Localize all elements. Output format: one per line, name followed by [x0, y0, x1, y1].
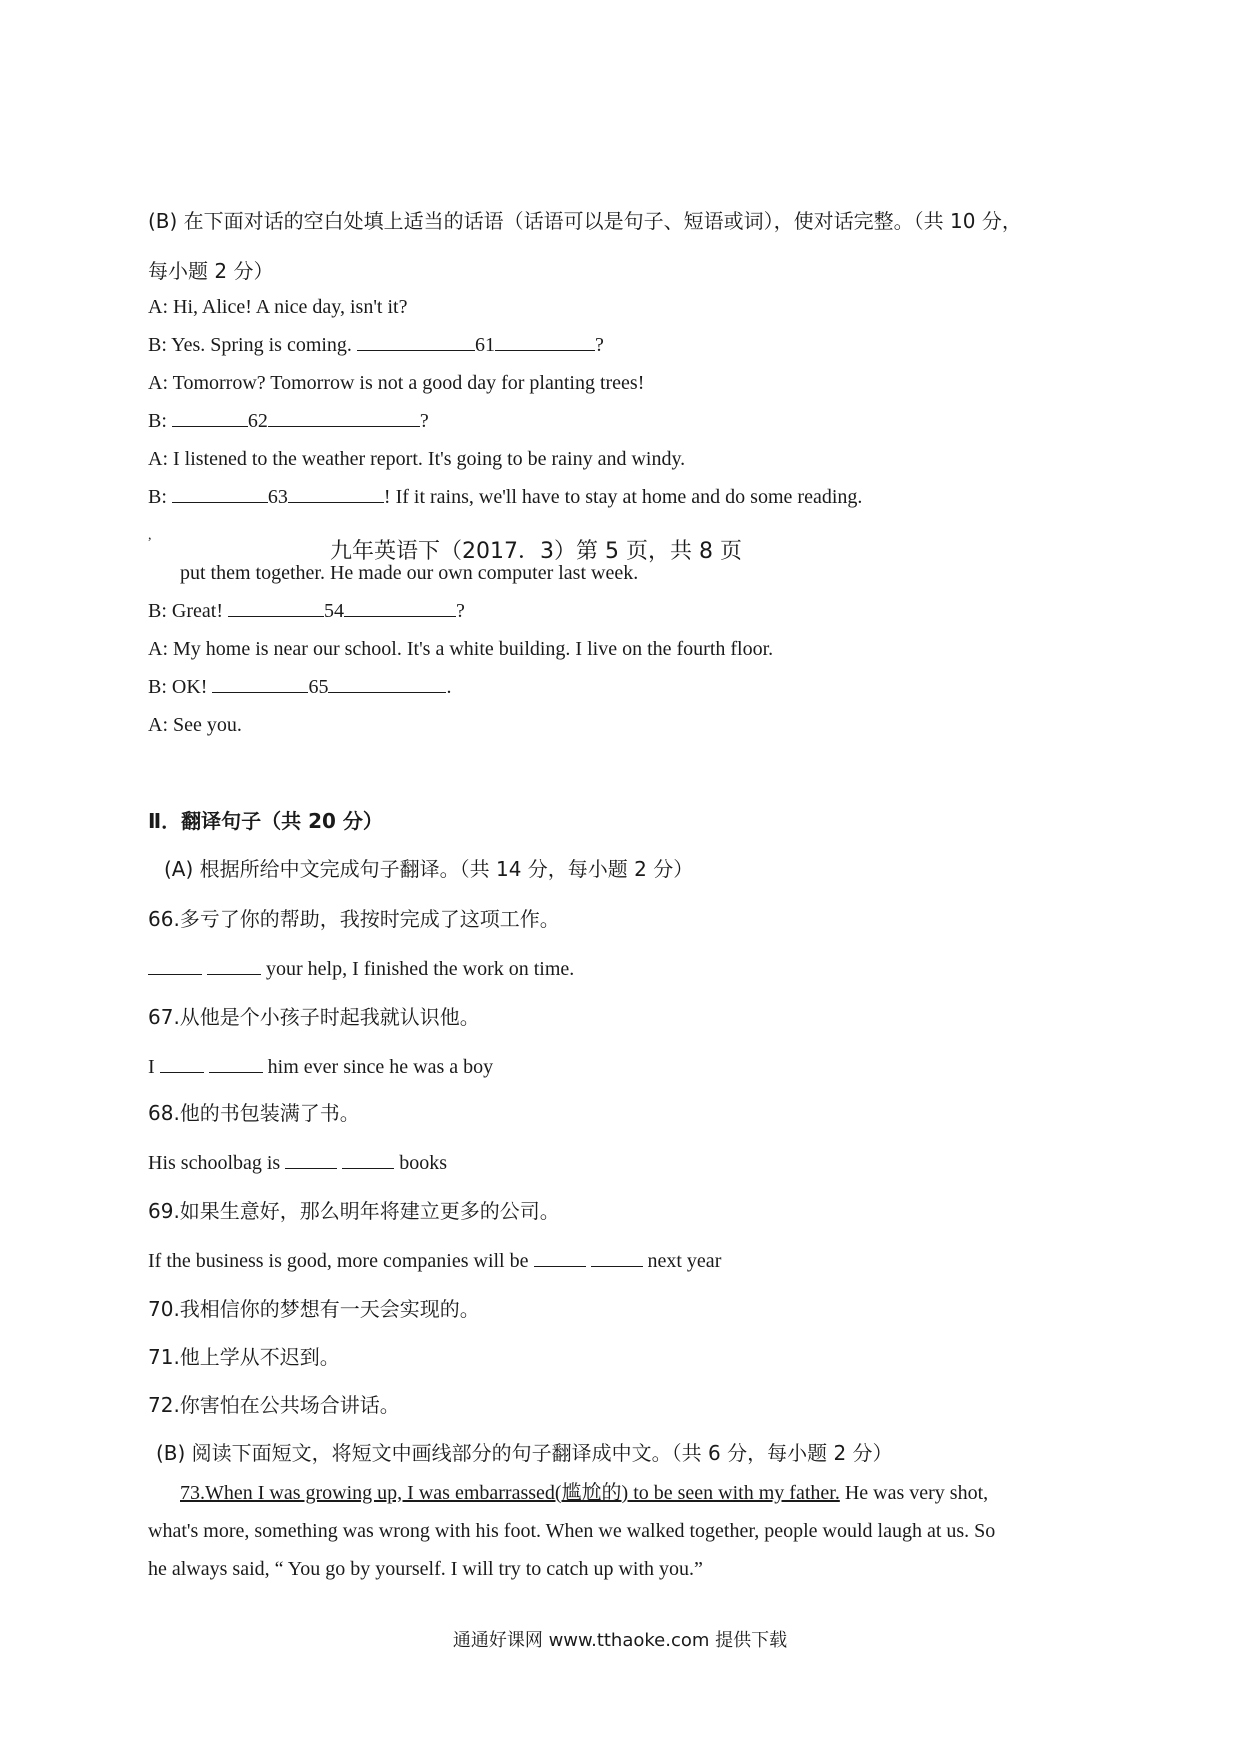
dialogue-text: ?: [419, 410, 429, 432]
passage-text: He was very shot,: [839, 1482, 989, 1504]
answer-blank[interactable]: [357, 332, 475, 351]
question-67-cn: 67.从他是个小孩子时起我就认识他。: [148, 1005, 480, 1029]
question-70-cn: 70.我相信你的梦想有一天会实现的。: [148, 1297, 480, 1321]
question-67-en: [148, 1054, 493, 1080]
sentence-text: I: [148, 1056, 160, 1078]
dialogue-text: OK!: [166, 676, 213, 698]
footer-source: 通通好课网 www.tthaoke.com 提供下载: [452, 1630, 788, 1651]
sentence-text: your help, I finished the work on time.: [261, 958, 575, 980]
question-number: 65: [308, 676, 329, 698]
answer-blank[interactable]: [172, 408, 248, 427]
dialogue-text: .: [446, 676, 452, 698]
dialogue-text: ?: [594, 334, 604, 356]
answer-blank[interactable]: [268, 408, 420, 427]
dialogue-text: put them together. He made our own computer last week.: [180, 562, 639, 584]
dialogue-line: [148, 484, 862, 510]
dialogue-line: [148, 598, 465, 624]
dialogue-line: [148, 674, 451, 700]
question-69-cn: 69.如果生意好，那么明年将建立更多的公司。: [148, 1199, 560, 1223]
passage-underlined-sentence: 73.When I was growing up, I was embarrassed(尴尬的) to be seen with my father.: [180, 1482, 840, 1504]
speaker-label: A:: [148, 638, 168, 660]
dialogue-line: [148, 712, 242, 738]
question-number: 54: [323, 600, 344, 622]
dialogue-text: Hi, Alice! A nice day, isn't it?: [168, 296, 408, 318]
dialogue-line: [148, 370, 644, 396]
dialogue-text: ?: [455, 600, 465, 622]
answer-blank[interactable]: [328, 674, 446, 693]
speaker-label: A:: [148, 372, 168, 394]
dialogue-text: I listened to the weather report. It's going to be rainy and windy.: [168, 448, 686, 470]
question-number: 61: [474, 334, 495, 356]
dialogue-line: [148, 408, 429, 434]
answer-blank[interactable]: [288, 484, 384, 503]
speaker-label: A:: [148, 448, 168, 470]
speaker-label: B:: [148, 410, 167, 432]
speaker-label: A:: [148, 296, 168, 318]
dialogue-line: [148, 294, 407, 320]
dialogue-text: Yes. Spring is coming.: [166, 334, 357, 356]
speaker-label: B:: [148, 486, 167, 508]
passage-line-2: what's more, something was wrong with his foot. When we walked together, people would laugh at us. So: [148, 1520, 996, 1542]
answer-blank[interactable]: [207, 956, 261, 975]
answer-blank[interactable]: [534, 1248, 586, 1267]
answer-blank[interactable]: [212, 674, 308, 693]
dialogue-line: [148, 332, 604, 358]
answer-blank[interactable]: [172, 484, 268, 503]
question-68-en: [148, 1150, 447, 1176]
dialogue-text: ! If it rains, we'll have to stay at home and do some reading.: [383, 486, 863, 508]
speaker-label: B:: [148, 334, 167, 356]
instruction-b-line1: (B) 在下面对话的空白处填上适当的话语（话语可以是句子、短语或词），使对话完整。（共 10 分，: [148, 209, 1022, 233]
speaker-label: B:: [148, 676, 167, 698]
answer-blank[interactable]: [209, 1054, 263, 1073]
instruction-b-line2: 每小题 2 分）: [148, 259, 274, 283]
part-a-instruction: (A) 根据所给中文完成句子翻译。（共 14 分，每小题 2 分）: [164, 857, 694, 881]
answer-blank[interactable]: [228, 598, 324, 617]
question-66-en: [148, 956, 574, 982]
section-ii-heading: Ⅱ．翻译句子（共 20 分）: [148, 809, 383, 833]
sentence-text: him ever since he was a boy: [262, 1056, 494, 1078]
passage-line-1: [180, 1480, 988, 1506]
question-72-cn: 72.你害怕在公共场合讲话。: [148, 1393, 400, 1417]
stray-mark: ,: [148, 528, 152, 543]
dialogue-line: [148, 636, 773, 662]
speaker-label: B:: [148, 600, 167, 622]
speaker-label: A:: [148, 714, 168, 736]
answer-blank[interactable]: [148, 956, 202, 975]
dialogue-line: [148, 446, 685, 472]
passage-line-3: he always said, “ You go by yourself. I will try to catch up with you.”: [148, 1558, 703, 1580]
sentence-text: If the business is good, more companies will be: [148, 1250, 534, 1272]
dialogue-text: Tomorrow? Tomorrow is not a good day for planting trees!: [168, 372, 645, 394]
sentence-text: next year: [642, 1250, 722, 1272]
question-71-cn: 71.他上学从不迟到。: [148, 1345, 340, 1369]
part-b-instruction: (B) 阅读下面短文，将短文中画线部分的句子翻译成中文。（共 6 分，每小题 2 分）: [156, 1441, 893, 1465]
page-header-fragment: 九年英语下（2017．3）第 5 页，共 8 页: [330, 539, 742, 564]
answer-blank[interactable]: [591, 1248, 643, 1267]
answer-blank[interactable]: [344, 598, 456, 617]
question-66-cn: 66.多亏了你的帮助，我按时完成了这项工作。: [148, 907, 560, 931]
question-number: 63: [267, 486, 288, 508]
answer-blank[interactable]: [342, 1150, 394, 1169]
question-68-cn: 68.他的书包装满了书。: [148, 1101, 360, 1125]
dialogue-text: Great!: [166, 600, 228, 622]
clipped-page-header: [330, 539, 742, 564]
question-number: 62: [247, 410, 268, 432]
sentence-text: His schoolbag is: [148, 1152, 286, 1174]
dialogue-text: My home is near our school. It's a white building. I live on the fourth floor.: [168, 638, 774, 660]
dialogue-text: See you.: [168, 714, 242, 736]
answer-blank[interactable]: [160, 1054, 204, 1073]
sentence-text: books: [394, 1152, 448, 1174]
answer-blank[interactable]: [285, 1150, 337, 1169]
dialogue-line: [180, 560, 638, 586]
question-69-en: [148, 1248, 721, 1274]
answer-blank[interactable]: [495, 332, 595, 351]
